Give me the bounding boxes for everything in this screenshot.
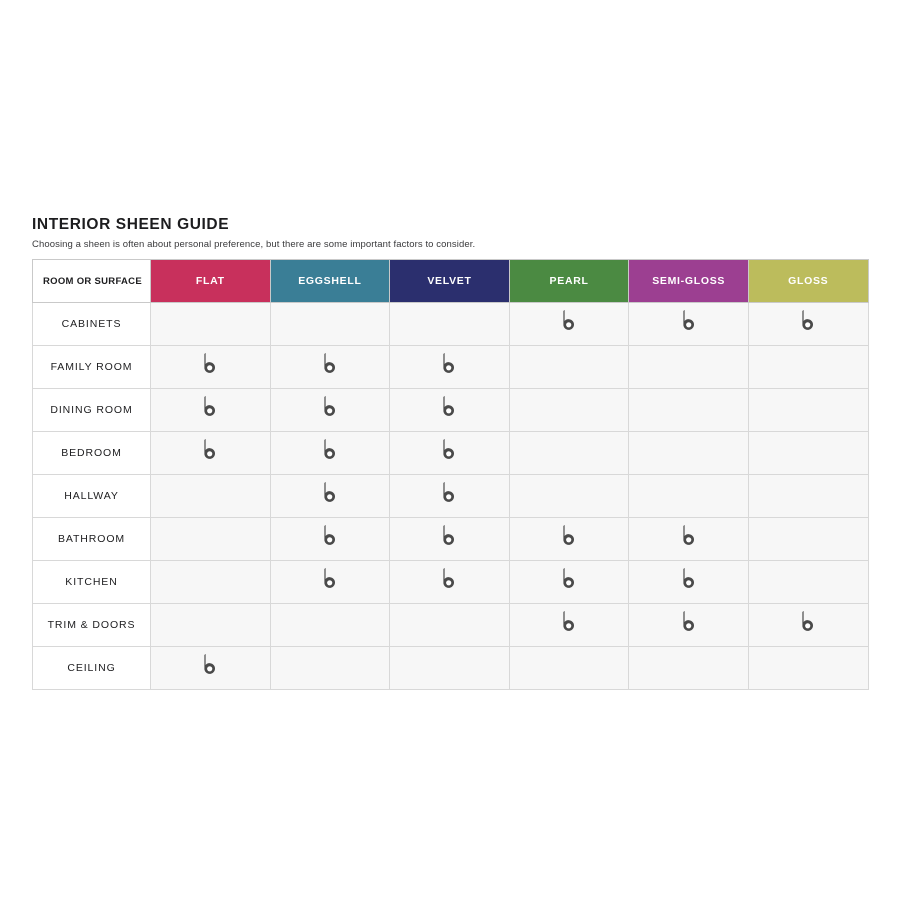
table-row bbox=[33, 518, 869, 561]
cell-family-room-gloss bbox=[748, 346, 868, 389]
paint-drip-icon bbox=[680, 524, 698, 550]
cell-kitchen-semi-gloss bbox=[629, 561, 749, 604]
table-body bbox=[33, 303, 869, 690]
cell-trim-doors-semi-gloss bbox=[629, 604, 749, 647]
cell-cabinets-semi-gloss bbox=[629, 303, 749, 346]
cell-bathroom-semi-gloss bbox=[629, 518, 749, 561]
row-label-family-room: FAMILY ROOM bbox=[33, 346, 151, 389]
cell-bathroom-pearl bbox=[509, 518, 629, 561]
column-header-room-or-surface: ROOM OR SURFACE bbox=[33, 260, 151, 303]
table-row bbox=[33, 604, 869, 647]
cell-hallway-pearl bbox=[509, 475, 629, 518]
row-label-dining-room: DINING ROOM bbox=[33, 389, 151, 432]
paint-drip-icon bbox=[440, 352, 458, 378]
paint-drip-icon bbox=[560, 524, 578, 550]
paint-drip-icon bbox=[321, 352, 339, 378]
paint-drip-icon bbox=[440, 524, 458, 550]
cell-trim-doors-pearl bbox=[509, 604, 629, 647]
table-row bbox=[33, 389, 869, 432]
row-label-kitchen: KITCHEN bbox=[33, 561, 151, 604]
cell-cabinets-pearl bbox=[509, 303, 629, 346]
column-header-flat: FLAT bbox=[151, 260, 271, 303]
table-row bbox=[33, 647, 869, 690]
cell-hallway-velvet bbox=[390, 475, 510, 518]
table-row bbox=[33, 432, 869, 475]
cell-ceiling-gloss bbox=[748, 647, 868, 690]
cell-ceiling-velvet bbox=[390, 647, 510, 690]
paint-drip-icon bbox=[560, 309, 578, 335]
cell-kitchen-eggshell bbox=[270, 561, 390, 604]
row-label-hallway: HALLWAY bbox=[33, 475, 151, 518]
cell-trim-doors-flat bbox=[151, 604, 271, 647]
cell-cabinets-velvet bbox=[390, 303, 510, 346]
cell-family-room-flat bbox=[151, 346, 271, 389]
paint-drip-icon bbox=[799, 309, 817, 335]
cell-bedroom-gloss bbox=[748, 432, 868, 475]
cell-ceiling-semi-gloss bbox=[629, 647, 749, 690]
cell-ceiling-flat bbox=[151, 647, 271, 690]
paint-drip-icon bbox=[799, 610, 817, 636]
cell-dining-room-semi-gloss bbox=[629, 389, 749, 432]
cell-hallway-eggshell bbox=[270, 475, 390, 518]
cell-bathroom-gloss bbox=[748, 518, 868, 561]
cell-ceiling-pearl bbox=[509, 647, 629, 690]
cell-bathroom-velvet bbox=[390, 518, 510, 561]
row-label-cabinets: CABINETS bbox=[33, 303, 151, 346]
interior-sheen-guide bbox=[32, 216, 868, 690]
cell-bedroom-semi-gloss bbox=[629, 432, 749, 475]
cell-cabinets-eggshell bbox=[270, 303, 390, 346]
table-row bbox=[33, 346, 869, 389]
paint-drip-icon bbox=[560, 610, 578, 636]
row-label-ceiling: CEILING bbox=[33, 647, 151, 690]
cell-ceiling-eggshell bbox=[270, 647, 390, 690]
paint-drip-icon bbox=[680, 567, 698, 593]
paint-drip-icon bbox=[201, 653, 219, 679]
paint-drip-icon bbox=[201, 438, 219, 464]
sheen-table bbox=[32, 259, 869, 690]
paint-drip-icon bbox=[440, 438, 458, 464]
cell-bathroom-eggshell bbox=[270, 518, 390, 561]
cell-dining-room-eggshell bbox=[270, 389, 390, 432]
table-row bbox=[33, 303, 869, 346]
header-row bbox=[33, 260, 869, 303]
cell-kitchen-gloss bbox=[748, 561, 868, 604]
cell-trim-doors-eggshell bbox=[270, 604, 390, 647]
cell-family-room-eggshell bbox=[270, 346, 390, 389]
column-header-eggshell: EGGSHELL bbox=[270, 260, 390, 303]
row-label-bedroom: BEDROOM bbox=[33, 432, 151, 475]
paint-drip-icon bbox=[321, 524, 339, 550]
cell-trim-doors-gloss bbox=[748, 604, 868, 647]
row-label-bathroom: BATHROOM bbox=[33, 518, 151, 561]
paint-drip-icon bbox=[201, 352, 219, 378]
cell-trim-doors-velvet bbox=[390, 604, 510, 647]
paint-drip-icon bbox=[560, 567, 578, 593]
table-header bbox=[33, 260, 869, 303]
cell-bedroom-eggshell bbox=[270, 432, 390, 475]
paint-drip-icon bbox=[201, 395, 219, 421]
column-header-gloss: GLOSS bbox=[748, 260, 868, 303]
table-row bbox=[33, 561, 869, 604]
cell-hallway-gloss bbox=[748, 475, 868, 518]
cell-hallway-semi-gloss bbox=[629, 475, 749, 518]
cell-kitchen-pearl bbox=[509, 561, 629, 604]
paint-drip-icon bbox=[680, 610, 698, 636]
cell-bedroom-pearl bbox=[509, 432, 629, 475]
cell-family-room-pearl bbox=[509, 346, 629, 389]
paint-drip-icon bbox=[321, 567, 339, 593]
cell-cabinets-gloss bbox=[748, 303, 868, 346]
cell-bedroom-flat bbox=[151, 432, 271, 475]
page-title: INTERIOR SHEEN GUIDE bbox=[32, 216, 230, 233]
cell-dining-room-flat bbox=[151, 389, 271, 432]
cell-family-room-semi-gloss bbox=[629, 346, 749, 389]
cell-kitchen-flat bbox=[151, 561, 271, 604]
paint-drip-icon bbox=[440, 395, 458, 421]
cell-cabinets-flat bbox=[151, 303, 271, 346]
page-subtitle: Choosing a sheen is often about personal preference, but there are some important factors to consider. bbox=[32, 239, 476, 250]
cell-bedroom-velvet bbox=[390, 432, 510, 475]
row-label-trim-doors: TRIM & DOORS bbox=[33, 604, 151, 647]
paint-drip-icon bbox=[680, 309, 698, 335]
cell-kitchen-velvet bbox=[390, 561, 510, 604]
table-row bbox=[33, 475, 869, 518]
column-header-pearl: PEARL bbox=[509, 260, 629, 303]
cell-family-room-velvet bbox=[390, 346, 510, 389]
column-header-velvet: VELVET bbox=[390, 260, 510, 303]
cell-dining-room-pearl bbox=[509, 389, 629, 432]
cell-bathroom-flat bbox=[151, 518, 271, 561]
paint-drip-icon bbox=[440, 481, 458, 507]
paint-drip-icon bbox=[321, 395, 339, 421]
paint-drip-icon bbox=[321, 438, 339, 464]
paint-drip-icon bbox=[440, 567, 458, 593]
cell-dining-room-velvet bbox=[390, 389, 510, 432]
cell-hallway-flat bbox=[151, 475, 271, 518]
column-header-semi-gloss: SEMI-GLOSS bbox=[629, 260, 749, 303]
paint-drip-icon bbox=[321, 481, 339, 507]
cell-dining-room-gloss bbox=[748, 389, 868, 432]
